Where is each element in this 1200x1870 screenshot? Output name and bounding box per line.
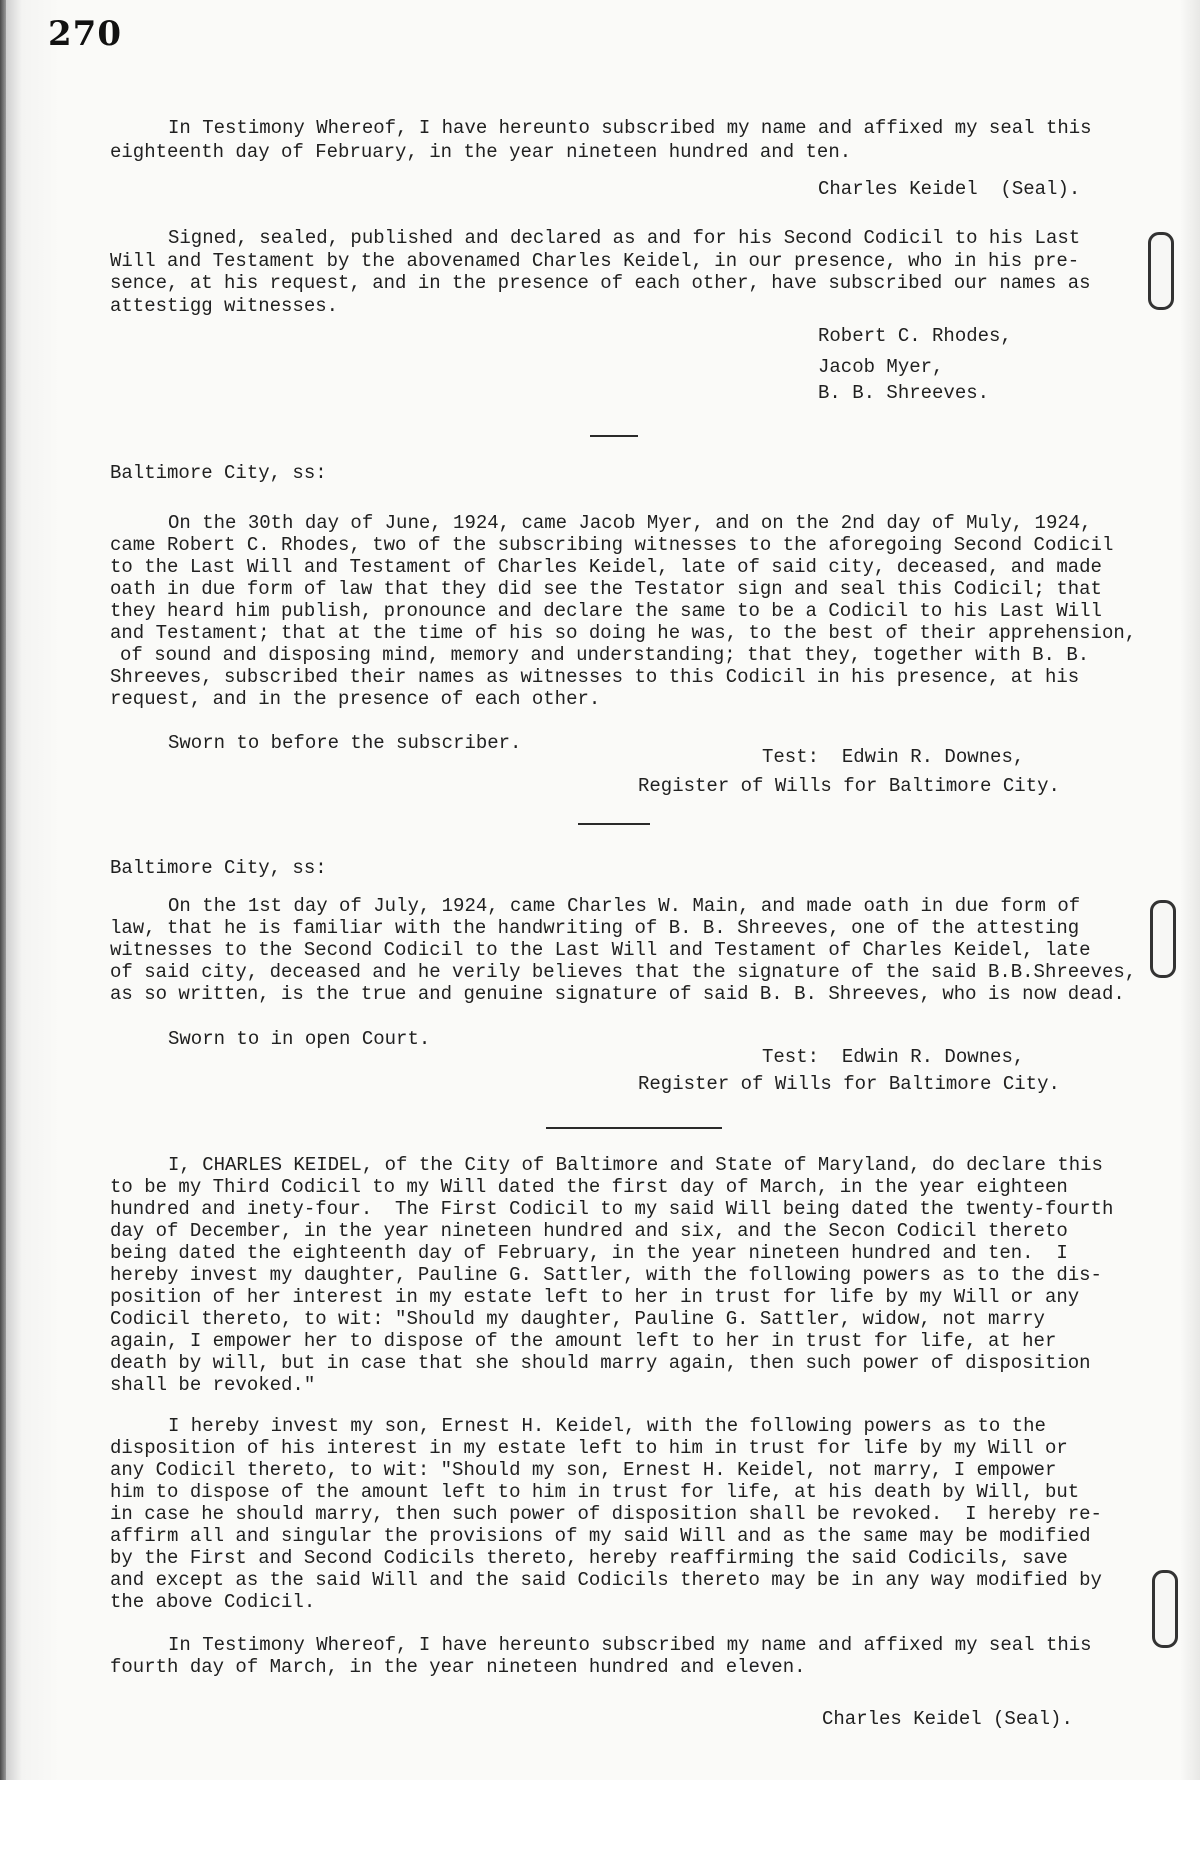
section3-line: and Testament; that at the time of his so doing he was, to the best of their apprehension, [110,622,1137,644]
section5-line: again, I empower her to dispose of the amount left to her in trust for life, at her [110,1330,1057,1352]
page-binding-edge [0,0,6,1780]
section-divider [546,1127,722,1129]
section6-line: any Codicil thereto, to wit: "Should my son, Ernest H. Keidel, not marry, I empower [110,1459,1057,1481]
test-signature: Test: Edwin R. Downes, [762,1046,1025,1068]
section2-line: Signed, sealed, published and declared as and for his Second Codicil to his Last [168,227,1081,249]
witness-name: Robert C. Rhodes, [818,325,1012,347]
signature-charles-keidel: Charles Keidel (Seal). [822,1708,1073,1730]
section4-heading: Baltimore City, ss: [110,857,327,879]
section5-line: shall be revoked." [110,1374,316,1396]
section6-line: the above Codicil. [110,1591,316,1613]
witness-name: Jacob Myer, [818,356,944,378]
witness-name: B. B. Shreeves. [818,382,990,404]
section7-line: fourth day of March, in the year nineteen hundred and eleven. [110,1656,806,1678]
register-title: Register of Wills for Baltimore City. [638,1073,1060,1095]
section5-line: being dated the eighteenth day of February, in the year nineteen hundred and ten. I [110,1242,1068,1264]
section3-line: request, and in the presence of each other. [110,688,601,710]
section6-line: and except as the said Will and the said Codicils thereto may be in any way modified by [110,1569,1102,1591]
section1-line: In Testimony Whereof, I have hereunto subscribed my name and affixed my seal this [168,117,1092,139]
section3-heading: Baltimore City, ss: [110,462,327,484]
section4-line: On the 1st day of July, 1924, came Charles W. Main, and made oath in due form of [168,895,1081,917]
signature-charles-keidel: Charles Keidel (Seal). [818,178,1081,200]
section-divider [590,435,638,437]
section4-line: law, that he is familiar with the handwriting of B. B. Shreeves, one of the attesting [110,917,1080,939]
section3-line: they heard him publish, pronounce and declare the same to be a Codicil to his Last Will [110,600,1102,622]
section5-line: hereby invest my daughter, Pauline G. Sattler, with the following powers as to the dis- [110,1264,1102,1286]
section6-line: I hereby invest my son, Ernest H. Keidel, with the following powers as to the [168,1415,1046,1437]
section2-line: attestigg witnesses. [110,295,339,317]
section7-line: In Testimony Whereof, I have hereunto subscribed my name and affixed my seal this [168,1634,1092,1656]
section6-line: in case he should marry, then such power of disposition shall be revoked. I hereby re- [110,1503,1102,1525]
sworn-statement: Sworn to before the subscriber. [168,732,522,754]
test-signature: Test: Edwin R. Downes, [762,746,1025,768]
section3-line: came Robert C. Rhodes, two of the subscribing witnesses to the aforegoing Second Codicil [110,534,1114,556]
section4-line: witnesses to the Second Codicil to the Last Will and Testament of Charles Keidel, late [110,939,1091,961]
section2-line: Will and Testament by the abovenamed Charles Keidel, in our presence, who in his pre- [110,250,1080,272]
section3-line: On the 30th day of June, 1924, came Jacob Myer, and on the 2nd day of Muly, 1924, [168,512,1092,534]
section4-line: of said city, deceased and he verily believes that the signature of the said B.B.Shreeves, [110,961,1137,983]
section5-line: Codicil thereto, to wit: "Should my daughter, Pauline G. Sattler, widow, not marry [110,1308,1045,1330]
page-bottom-margin [0,1780,1200,1870]
section6-line: affirm all and singular the provisions of my said Will and as the same may be modified [110,1525,1091,1547]
section3-line: to the Last Will and Testament of Charles Keidel, late of said city, deceased, and made [110,556,1102,578]
section3-line: Shreeves, subscribed their names as witnesses to this Codicil in his presence, at his [110,666,1080,688]
section6-line: him to dispose of the amount left to him in trust for life, at his death by Will, but [110,1481,1080,1503]
section5-line: I, CHARLES KEIDEL, of the City of Baltimore and State of Maryland, do declare this [168,1154,1103,1176]
section1-line: eighteenth day of February, in the year nineteen hundred and ten. [110,141,852,163]
sworn-statement: Sworn to in open Court. [168,1028,431,1050]
section3-line: oath in due form of law that they did see the Testator sign and seal this Codicil; that [110,578,1102,600]
section4-line: as so written, is the true and genuine signature of said B. B. Shreeves, who is now dead. [110,983,1125,1005]
register-title: Register of Wills for Baltimore City. [638,775,1060,797]
section6-line: by the First and Second Codicils thereto, hereby reaffirming the said Codicils, save [110,1547,1068,1569]
page-number: 270 [48,14,122,54]
section-divider [578,823,650,825]
section5-line: position of her interest in my estate left to her in trust for life by my Will or any [110,1286,1080,1308]
binder-hole [1150,900,1176,978]
binder-hole [1152,1570,1178,1648]
section6-line: disposition of his interest in my estate left to him in trust for life by my Will or [110,1437,1068,1459]
section2-line: sence, at his request, and in the presence of each other, have subscribed our names as [110,272,1091,294]
section5-line: to be my Third Codicil to my Will dated the first day of March, in the year eighteen [110,1176,1068,1198]
section5-line: hundred and inety-four. The First Codicil to my said Will being dated the twenty-fourth [110,1198,1114,1220]
section3-line: of sound and disposing mind, memory and understanding; that they, together with B. B. [120,644,1090,666]
section5-line: death by will, but in case that she should marry again, then such power of disposition [110,1352,1091,1374]
section5-line: day of December, in the year nineteen hundred and six, and the Secon Codicil thereto [110,1220,1068,1242]
binder-hole [1148,232,1174,310]
